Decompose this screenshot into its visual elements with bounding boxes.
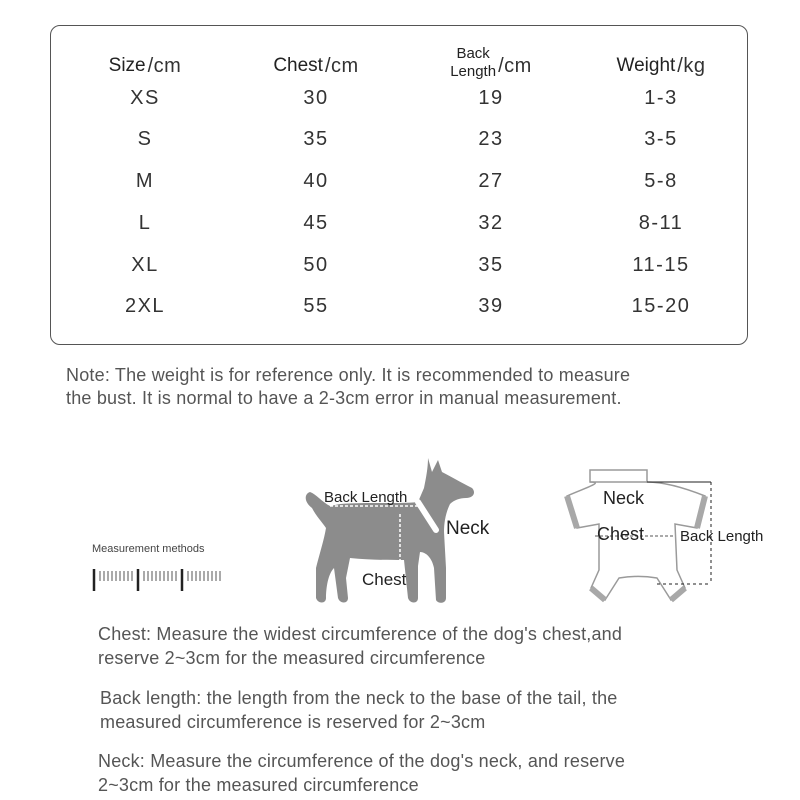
header-size-unit: /cm bbox=[147, 54, 182, 77]
dog-measurement-figure bbox=[300, 448, 520, 618]
header-chest-label: Chest bbox=[273, 55, 323, 76]
size-chart-table bbox=[50, 25, 748, 345]
ruler-icon bbox=[92, 567, 232, 593]
cell-back-length: 27 bbox=[478, 170, 504, 192]
header-weight-label: Weight bbox=[616, 55, 676, 76]
cell-size: L bbox=[138, 212, 152, 234]
cell-chest: 45 bbox=[303, 212, 329, 234]
neck-description-line-2: 2~3cm for the measured circumference bbox=[98, 775, 419, 795]
cell-chest: 30 bbox=[303, 87, 329, 109]
header-back-length bbox=[411, 42, 571, 90]
cell-weight: 8-11 bbox=[638, 212, 684, 234]
cell-size: XL bbox=[131, 254, 159, 276]
cell-weight: 5-8 bbox=[644, 170, 678, 192]
garment-measurement-figure bbox=[545, 460, 795, 620]
neck-description bbox=[98, 749, 778, 797]
dog-back-length-label: Back Length bbox=[324, 489, 408, 506]
garment-back-length-label: Back Length bbox=[680, 528, 764, 545]
header-back-length-top: Back bbox=[456, 45, 490, 62]
back-length-description-line-2: measured circumference is reserved for 2~3cm bbox=[100, 712, 486, 732]
cell-weight: 11-15 bbox=[632, 254, 690, 276]
cell-back-length: 39 bbox=[478, 295, 504, 317]
chest-description-line-1: Chest: Measure the widest circumference of the dog's chest,and bbox=[98, 624, 623, 644]
cell-back-length: 32 bbox=[478, 212, 504, 234]
header-chest-unit: /cm bbox=[324, 54, 359, 77]
garment-neck-label: Neck bbox=[603, 488, 645, 508]
cell-size: S bbox=[137, 128, 153, 150]
header-size bbox=[65, 42, 225, 90]
cell-chest: 35 bbox=[303, 128, 329, 150]
dog-neck-label: Neck bbox=[446, 518, 490, 539]
cell-back-length: 19 bbox=[478, 87, 504, 109]
cell-chest: 40 bbox=[303, 170, 329, 192]
header-back-length-bottom: Length bbox=[450, 63, 497, 80]
cell-weight: 3-5 bbox=[644, 128, 678, 150]
cell-chest: 55 bbox=[303, 295, 329, 317]
cell-size: 2XL bbox=[124, 295, 166, 317]
back-length-description bbox=[100, 686, 780, 734]
header-chest bbox=[236, 42, 396, 90]
neck-description-line-1: Neck: Measure the circumference of the dog's neck, and reserve bbox=[98, 751, 626, 771]
note-line-2: the bust. It is normal to have a 2-3cm error in manual measurement. bbox=[66, 388, 622, 408]
cell-back-length: 35 bbox=[478, 254, 504, 276]
reference-note bbox=[66, 364, 756, 410]
measurement-methods-label: Measurement methods bbox=[92, 543, 205, 555]
cell-size: M bbox=[135, 170, 155, 192]
header-back-length-label bbox=[450, 45, 496, 81]
note-line-1: Note: The weight is for reference only. It is recommended to measure bbox=[66, 365, 631, 385]
header-weight-unit: /kg bbox=[677, 54, 706, 77]
dog-chest-label: Chest bbox=[362, 570, 407, 589]
cell-chest: 50 bbox=[303, 254, 329, 276]
chest-description-line-2: reserve 2~3cm for the measured circumference bbox=[98, 648, 486, 668]
back-length-description-line-1: Back length: the length from the neck to the base of the tail, the bbox=[100, 688, 618, 708]
header-weight bbox=[581, 42, 741, 90]
header-back-length-unit: /cm bbox=[498, 54, 532, 77]
header-size-label: Size bbox=[108, 55, 146, 76]
cell-weight: 1-3 bbox=[644, 87, 678, 109]
chest-description bbox=[98, 622, 778, 670]
cell-back-length: 23 bbox=[478, 128, 504, 150]
cell-weight: 15-20 bbox=[631, 295, 691, 317]
cell-size: XS bbox=[130, 87, 160, 109]
garment-chest-label: Chest bbox=[597, 524, 645, 544]
